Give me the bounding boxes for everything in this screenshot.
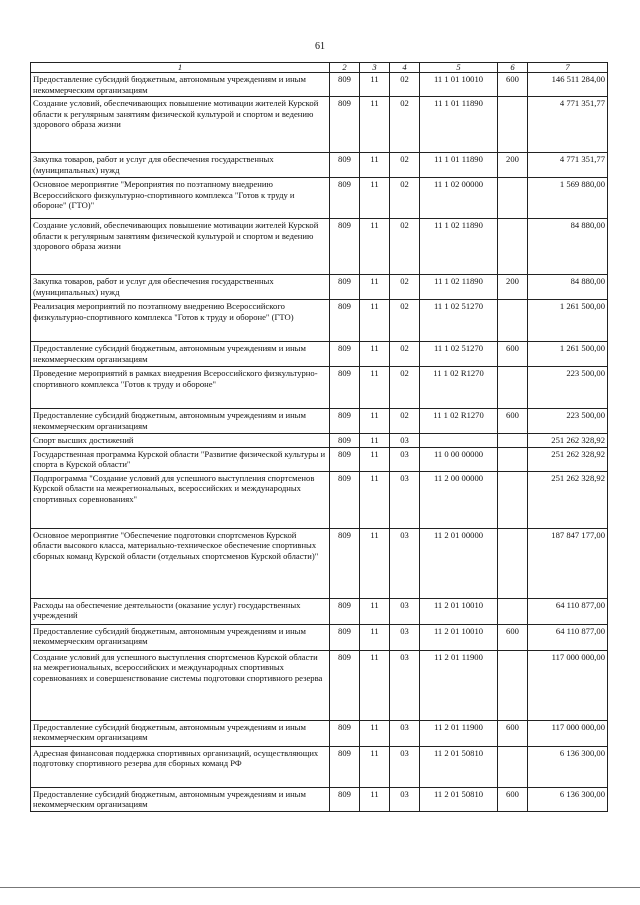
page-number: 61 <box>315 41 325 52</box>
row-gr: 809 <box>330 746 360 787</box>
row-expense-type <box>498 367 528 409</box>
row-gr: 809 <box>330 219 360 275</box>
column-header: 6 <box>498 63 528 73</box>
table-row <box>31 178 608 219</box>
row-name: Спорт высших достижений <box>31 434 330 448</box>
row-expense-type: 600 <box>498 787 528 811</box>
table-row <box>31 97 608 153</box>
row-name: Реализация мероприятий по поэтапному внедрению Всероссийского физкультурно-спортивного комплекса "Готов к труду и обороне" (ГТО) <box>31 300 330 342</box>
row-target-code: 11 1 02 51270 <box>420 342 498 367</box>
row-subsection: 03 <box>390 746 420 787</box>
row-section: 11 <box>360 598 390 624</box>
row-name: Предоставление субсидий бюджетным, автономным учреждениям и иным некоммерческим организациям <box>31 342 330 367</box>
row-subsection: 02 <box>390 97 420 153</box>
column-header: 5 <box>420 63 498 73</box>
row-subsection: 02 <box>390 178 420 219</box>
row-sum: 251 262 328,92 <box>528 447 608 471</box>
row-expense-type: 600 <box>498 342 528 367</box>
row-gr: 809 <box>330 624 360 650</box>
row-target-code: 11 1 01 10010 <box>420 73 498 97</box>
row-name: Государственная программа Курской области "Развитие физической культуры и спорта в Курской области" <box>31 447 330 471</box>
row-section: 11 <box>360 153 390 178</box>
row-name: Предоставление субсидий бюджетным, автономным учреждениям и иным некоммерческим организациям <box>31 73 330 97</box>
column-header: 2 <box>330 63 360 73</box>
row-name: Предоставление субсидий бюджетным, автономным учреждениям и иным некоммерческим организациям <box>31 624 330 650</box>
row-expense-type <box>498 300 528 342</box>
row-section: 11 <box>360 342 390 367</box>
row-subsection: 02 <box>390 153 420 178</box>
row-expense-type <box>498 178 528 219</box>
row-gr: 809 <box>330 528 360 598</box>
row-section: 11 <box>360 650 390 720</box>
row-gr: 809 <box>330 342 360 367</box>
row-target-code <box>420 434 498 448</box>
row-subsection: 03 <box>390 720 420 746</box>
row-section: 11 <box>360 528 390 598</box>
row-section: 11 <box>360 219 390 275</box>
row-subsection: 03 <box>390 787 420 811</box>
row-target-code: 11 2 01 11900 <box>420 650 498 720</box>
row-section: 11 <box>360 300 390 342</box>
row-expense-type <box>498 650 528 720</box>
row-name: Закупка товаров, работ и услуг для обеспечения государственных (муниципальных) нужд <box>31 153 330 178</box>
header-row <box>31 63 608 73</box>
table-row <box>31 73 608 97</box>
row-name: Предоставление субсидий бюджетным, автономным учреждениям и иным некоммерческим организациям <box>31 409 330 434</box>
row-section: 11 <box>360 787 390 811</box>
row-section: 11 <box>360 471 390 528</box>
row-name: Предоставление субсидий бюджетным, автономным учреждениям и иным некоммерческим организациям <box>31 720 330 746</box>
row-subsection: 02 <box>390 73 420 97</box>
row-target-code: 11 0 00 00000 <box>420 447 498 471</box>
row-subsection: 03 <box>390 528 420 598</box>
row-subsection: 02 <box>390 300 420 342</box>
table-row <box>31 300 608 342</box>
row-target-code: 11 1 02 R1270 <box>420 367 498 409</box>
row-expense-type: 600 <box>498 624 528 650</box>
row-target-code: 11 1 02 11890 <box>420 275 498 300</box>
row-sum: 251 262 328,92 <box>528 434 608 448</box>
row-subsection: 02 <box>390 367 420 409</box>
row-gr: 809 <box>330 97 360 153</box>
table-row <box>31 342 608 367</box>
row-name: Адресная финансовая поддержка спортивных организаций, осуществляющих подготовку спортивного резерва для сборных команд РФ <box>31 746 330 787</box>
column-header: 3 <box>360 63 390 73</box>
table-row <box>31 720 608 746</box>
row-gr: 809 <box>330 447 360 471</box>
row-target-code: 11 2 01 10010 <box>420 598 498 624</box>
row-subsection: 03 <box>390 598 420 624</box>
row-target-code: 11 2 01 50810 <box>420 787 498 811</box>
row-sum: 1 569 880,00 <box>528 178 608 219</box>
row-sum: 187 847 177,00 <box>528 528 608 598</box>
row-target-code: 11 1 02 51270 <box>420 300 498 342</box>
page-bottom-rule <box>0 887 640 888</box>
row-section: 11 <box>360 720 390 746</box>
row-gr: 809 <box>330 598 360 624</box>
row-expense-type: 200 <box>498 153 528 178</box>
row-sum: 6 136 300,00 <box>528 787 608 811</box>
table-row <box>31 219 608 275</box>
row-subsection: 03 <box>390 624 420 650</box>
row-sum: 6 136 300,00 <box>528 746 608 787</box>
row-sum: 1 261 500,00 <box>528 342 608 367</box>
row-name: Основное мероприятие "Обеспечение подготовки спортсменов Курской области высокого класса, материально-техническое обеспечение спортивных сборных команд Курской области (отдельных спортсменов Курской области)" <box>31 528 330 598</box>
table-row <box>31 153 608 178</box>
row-target-code: 11 1 02 11890 <box>420 219 498 275</box>
table-row <box>31 447 608 471</box>
row-sum: 1 261 500,00 <box>528 300 608 342</box>
row-section: 11 <box>360 97 390 153</box>
row-gr: 809 <box>330 73 360 97</box>
row-name: Предоставление субсидий бюджетным, автономным учреждениям и иным некоммерческим организациям <box>31 787 330 811</box>
row-subsection: 02 <box>390 409 420 434</box>
row-expense-type <box>498 97 528 153</box>
row-gr: 809 <box>330 300 360 342</box>
row-name: Расходы на обеспечение деятельности (оказание услуг) государственных учреждений <box>31 598 330 624</box>
row-target-code: 11 2 01 00000 <box>420 528 498 598</box>
row-gr: 809 <box>330 434 360 448</box>
row-name: Создание условий для успешного выступления спортсменов Курской области на межрегиональных, всероссийских и международных спортивных соревнованиях и совершенствование системы подготовки спортивного резерва <box>31 650 330 720</box>
row-expense-type <box>498 471 528 528</box>
row-subsection: 03 <box>390 471 420 528</box>
row-section: 11 <box>360 367 390 409</box>
row-sum: 251 262 328,92 <box>528 471 608 528</box>
row-gr: 809 <box>330 153 360 178</box>
row-target-code: 11 1 01 11890 <box>420 97 498 153</box>
row-gr: 809 <box>330 367 360 409</box>
row-target-code: 11 2 01 50810 <box>420 746 498 787</box>
table-row <box>31 471 608 528</box>
row-subsection: 02 <box>390 219 420 275</box>
table-row <box>31 409 608 434</box>
row-name: Создание условий, обеспечивающих повышение мотивации жителей Курской области к регулярным занятиям физической культурой и спортом и ведению здорового образа жизни <box>31 219 330 275</box>
row-gr: 809 <box>330 471 360 528</box>
row-target-code: 11 1 02 R1270 <box>420 409 498 434</box>
row-section: 11 <box>360 409 390 434</box>
row-expense-type <box>498 219 528 275</box>
row-sum: 4 771 351,77 <box>528 97 608 153</box>
table-row <box>31 275 608 300</box>
row-section: 11 <box>360 73 390 97</box>
row-target-code: 11 1 01 11890 <box>420 153 498 178</box>
table-row <box>31 598 608 624</box>
row-gr: 809 <box>330 650 360 720</box>
budget-table <box>30 62 608 812</box>
row-subsection: 03 <box>390 447 420 471</box>
row-section: 11 <box>360 275 390 300</box>
row-target-code: 11 2 01 10010 <box>420 624 498 650</box>
row-name: Создание условий, обеспечивающих повышение мотивации жителей Курской области к регулярным занятиям физической культурой и спортом и ведению здорового образа жизни <box>31 97 330 153</box>
table-row <box>31 746 608 787</box>
row-section: 11 <box>360 746 390 787</box>
row-sum: 84 880,00 <box>528 219 608 275</box>
row-gr: 809 <box>330 409 360 434</box>
column-header: 7 <box>528 63 608 73</box>
row-gr: 809 <box>330 178 360 219</box>
table-row <box>31 650 608 720</box>
row-subsection: 02 <box>390 275 420 300</box>
table-row <box>31 528 608 598</box>
row-subsection: 02 <box>390 342 420 367</box>
row-expense-type <box>498 447 528 471</box>
table-row <box>31 787 608 811</box>
row-subsection: 03 <box>390 650 420 720</box>
row-sum: 223 500,00 <box>528 367 608 409</box>
table-row <box>31 367 608 409</box>
row-sum: 117 000 000,00 <box>528 650 608 720</box>
row-sum: 64 110 877,00 <box>528 598 608 624</box>
row-section: 11 <box>360 447 390 471</box>
row-expense-type: 200 <box>498 275 528 300</box>
row-target-code: 11 2 01 11900 <box>420 720 498 746</box>
row-name: Закупка товаров, работ и услуг для обеспечения государственных (муниципальных) нужд <box>31 275 330 300</box>
row-expense-type: 600 <box>498 720 528 746</box>
row-sum: 4 771 351,77 <box>528 153 608 178</box>
row-section: 11 <box>360 624 390 650</box>
row-section: 11 <box>360 434 390 448</box>
column-header: 4 <box>390 63 420 73</box>
row-expense-type: 600 <box>498 409 528 434</box>
row-gr: 809 <box>330 275 360 300</box>
row-name: Проведение мероприятий в рамках внедрения Всероссийского физкультурно-спортивного комплекса "Готов к труду и обороне" <box>31 367 330 409</box>
row-name: Подпрограмма "Создание условий для успешного выступления спортсменов Курской области на межрегиональных, всероссийских и международных спортивных соревнованиях" <box>31 471 330 528</box>
table-row <box>31 624 608 650</box>
row-target-code: 11 1 02 00000 <box>420 178 498 219</box>
row-expense-type <box>498 528 528 598</box>
row-subsection: 03 <box>390 434 420 448</box>
row-expense-type <box>498 746 528 787</box>
row-target-code: 11 2 00 00000 <box>420 471 498 528</box>
column-header: 1 <box>31 63 330 73</box>
row-section: 11 <box>360 178 390 219</box>
row-expense-type: 600 <box>498 73 528 97</box>
table-row <box>31 434 608 448</box>
row-sum: 223 500,00 <box>528 409 608 434</box>
row-expense-type <box>498 598 528 624</box>
row-gr: 809 <box>330 720 360 746</box>
row-sum: 117 000 000,00 <box>528 720 608 746</box>
row-sum: 64 110 877,00 <box>528 624 608 650</box>
row-gr: 809 <box>330 787 360 811</box>
row-sum: 146 511 284,00 <box>528 73 608 97</box>
row-expense-type <box>498 434 528 448</box>
row-sum: 84 880,00 <box>528 275 608 300</box>
row-name: Основное мероприятие "Мероприятия по поэтапному внедрению Всероссийского физкультурно-спортивного комплекса "Готов к труду и обороне" (ГТО)" <box>31 178 330 219</box>
